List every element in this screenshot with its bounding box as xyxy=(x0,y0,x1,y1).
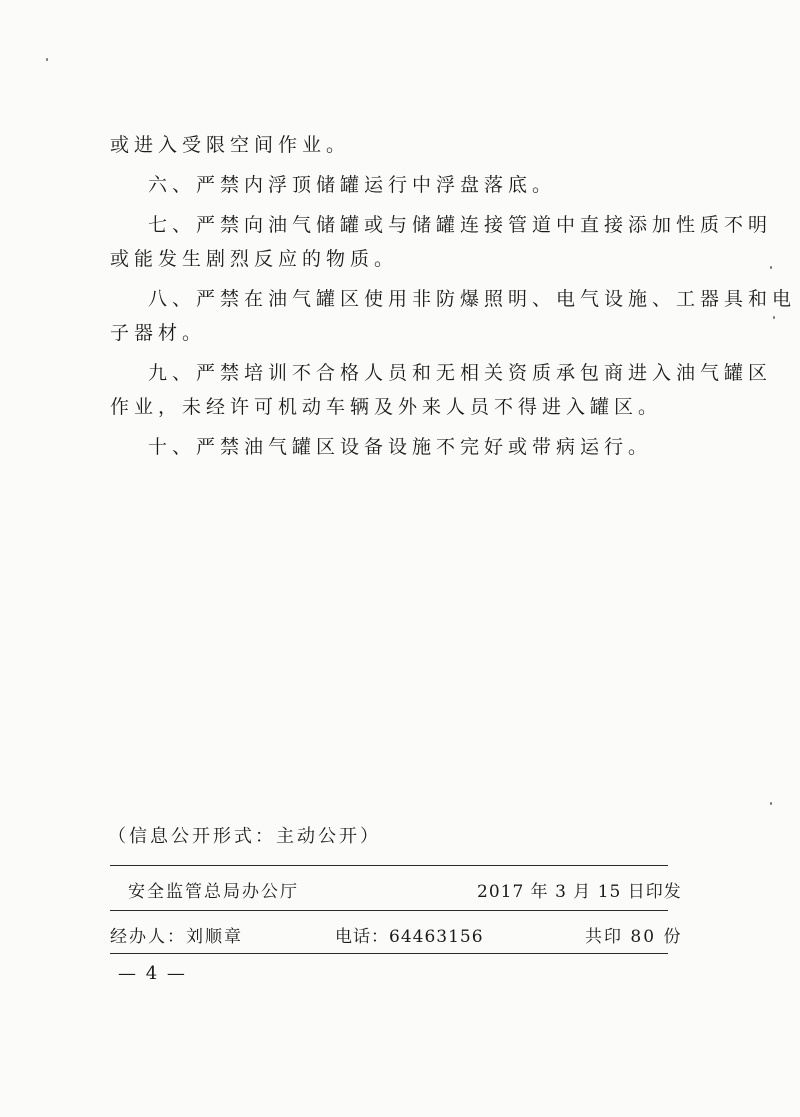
text-line: 九、严禁培训不合格人员和无相关资质承包商进入油气罐区 xyxy=(148,362,773,384)
scan-speck xyxy=(773,316,775,319)
paragraph-item-9 xyxy=(110,356,773,424)
text-line: 六、严禁内浮顶储罐运行中浮盘落底。 xyxy=(148,174,557,196)
phone-number: 电话：64463156 xyxy=(335,927,484,947)
footer-divider-middle xyxy=(110,910,668,911)
text-line: 七、严禁向油气储罐或与储罐连接管道中直接添加性质不明 xyxy=(148,214,773,236)
scan-speck xyxy=(46,58,48,61)
scan-speck xyxy=(770,266,772,269)
text-line: 八、严禁在油气罐区使用非防爆照明、电气设施、工器具和电 xyxy=(148,288,797,310)
paragraph-item-8 xyxy=(110,282,797,350)
handler-name: 经办人：刘顺章 xyxy=(110,927,243,947)
copies-count: 共印 80 份 xyxy=(585,927,683,947)
footer-divider-top xyxy=(110,865,668,866)
text-line: 或能发生剧烈反应的物质。 xyxy=(110,248,399,270)
body-text xyxy=(110,128,797,470)
scan-speck xyxy=(770,802,772,805)
paragraph-continuation xyxy=(110,128,670,162)
page-number: — 4 — xyxy=(118,963,187,984)
footer-divider-bottom xyxy=(110,953,668,954)
paragraph-item-6 xyxy=(110,168,670,202)
paragraph-item-7 xyxy=(110,208,773,276)
disclosure-note: （信息公开形式：主动公开） xyxy=(108,826,381,847)
paragraph-item-10 xyxy=(110,430,670,464)
text-line: 或进入受限空间作业。 xyxy=(110,134,351,156)
text-line: 子器材。 xyxy=(110,322,207,344)
text-line: 十、严禁油气罐区设备设施不完好或带病运行。 xyxy=(148,436,653,458)
issue-date: 2017 年 3 月 15 日印发 xyxy=(477,882,682,902)
issuing-office: 安全监管总局办公厅 xyxy=(128,882,299,902)
text-line: 作业，未经许可机动车辆及外来人员不得进入罐区。 xyxy=(110,396,663,418)
